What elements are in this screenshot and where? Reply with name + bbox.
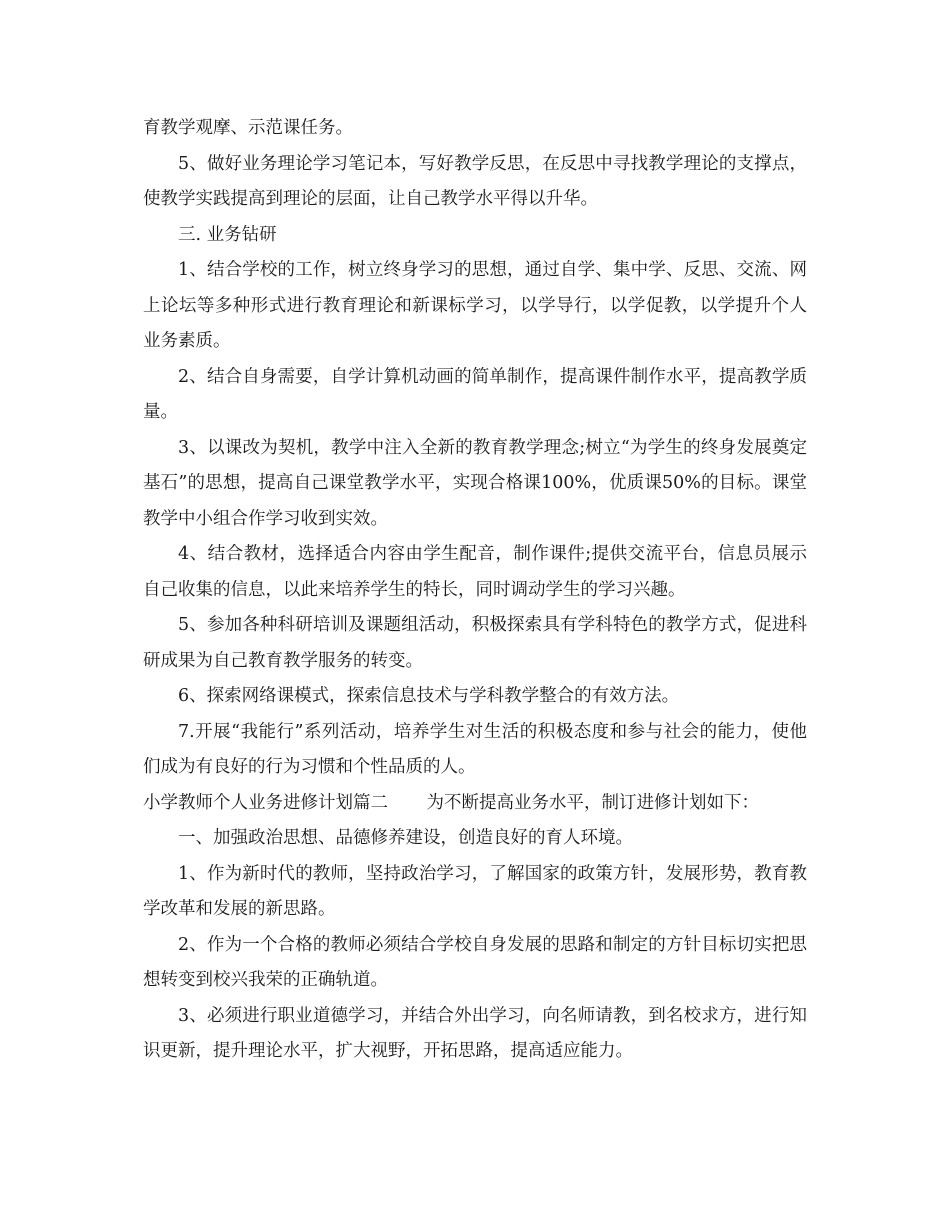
paragraph-6: 4、结合教材，选择适合内容由学生配音，制作课件;提供交流平台，信息员展示自己收集的信息，以此来培养学生的特长，同时调动学生的学习兴趣。 — [143, 544, 807, 600]
paragraph-12: 2、作为一个合格的教师必须结合学校自身发展的思路和制定的方针目标切实把思想转变到校兴我荣的正确轨道。 — [143, 934, 807, 990]
paragraph-2: 5、做好业务理论学习笔记本，写好教学反思，在反思中寻找教学理论的支撑点，使教学实践提高到理论的层面，让自己教学水平得以升华。 — [143, 153, 807, 209]
paragraph-3: 1、结合学校的工作，树立终身学习的思想，通过自学、集中学、反思、交流、网上论坛等多种形式进行教育理论和新课标学习，以学导行，以学促教，以学提升个人业务素质。 — [143, 260, 807, 351]
paragraph-10: 一、加强政治思想、品德修养建设，创造良好的育人环境。 — [178, 828, 633, 848]
paragraph-1: 育教学观摩、示范课任务。 — [143, 118, 353, 138]
paragraph-8: 6、探索网络课模式，探索信息技术与学科教学整合的有效方法。 — [178, 686, 680, 706]
section-title: 小学教师个人业务进修计划篇二 — [143, 792, 388, 813]
section-intro: 为不断提高业务水平，制订进修计划如下： — [426, 792, 759, 813]
paragraph-13: 3、必须进行职业道德学习，并结合外出学习，向名师请教，到名校求方，进行知识更新，提升理论水平，扩大视野，开拓思路，提高适应能力。 — [143, 1005, 807, 1061]
paragraph-5: 3、以课改为契机，教学中注入全新的教育教学理念;树立“为学生的终身发展奠定基石”的思想，提高自己课堂教学水平，实现合格课100%，优质课50%的目标。课堂教学中小组合作学习收到实效。 — [143, 437, 807, 529]
section-title-line — [143, 786, 807, 822]
paragraph-4: 2、结合自身需要，自学计算机动画的简单制作，提高课件制作水平，提高教学质量。 — [143, 366, 807, 422]
paragraph-11: 1、作为新时代的教师，坚持政治学习，了解国家的政策方针，发展形势，教育教学改革和发展的新思路。 — [143, 863, 807, 919]
paragraph-9: 7.开展“我能行”系列活动，培养学生对生活的积极态度和参与社会的能力，使他们成为有良好的行为习惯和个性品质的人。 — [143, 721, 807, 777]
section-heading-business-research: 三. 业务钻研 — [178, 224, 277, 245]
paragraph-7: 5、参加各种科研培训及课题组活动，积极探索具有学科特色的教学方式，促进科研成果为自己教育教学服务的转变。 — [143, 615, 807, 671]
document-body — [143, 111, 807, 1070]
